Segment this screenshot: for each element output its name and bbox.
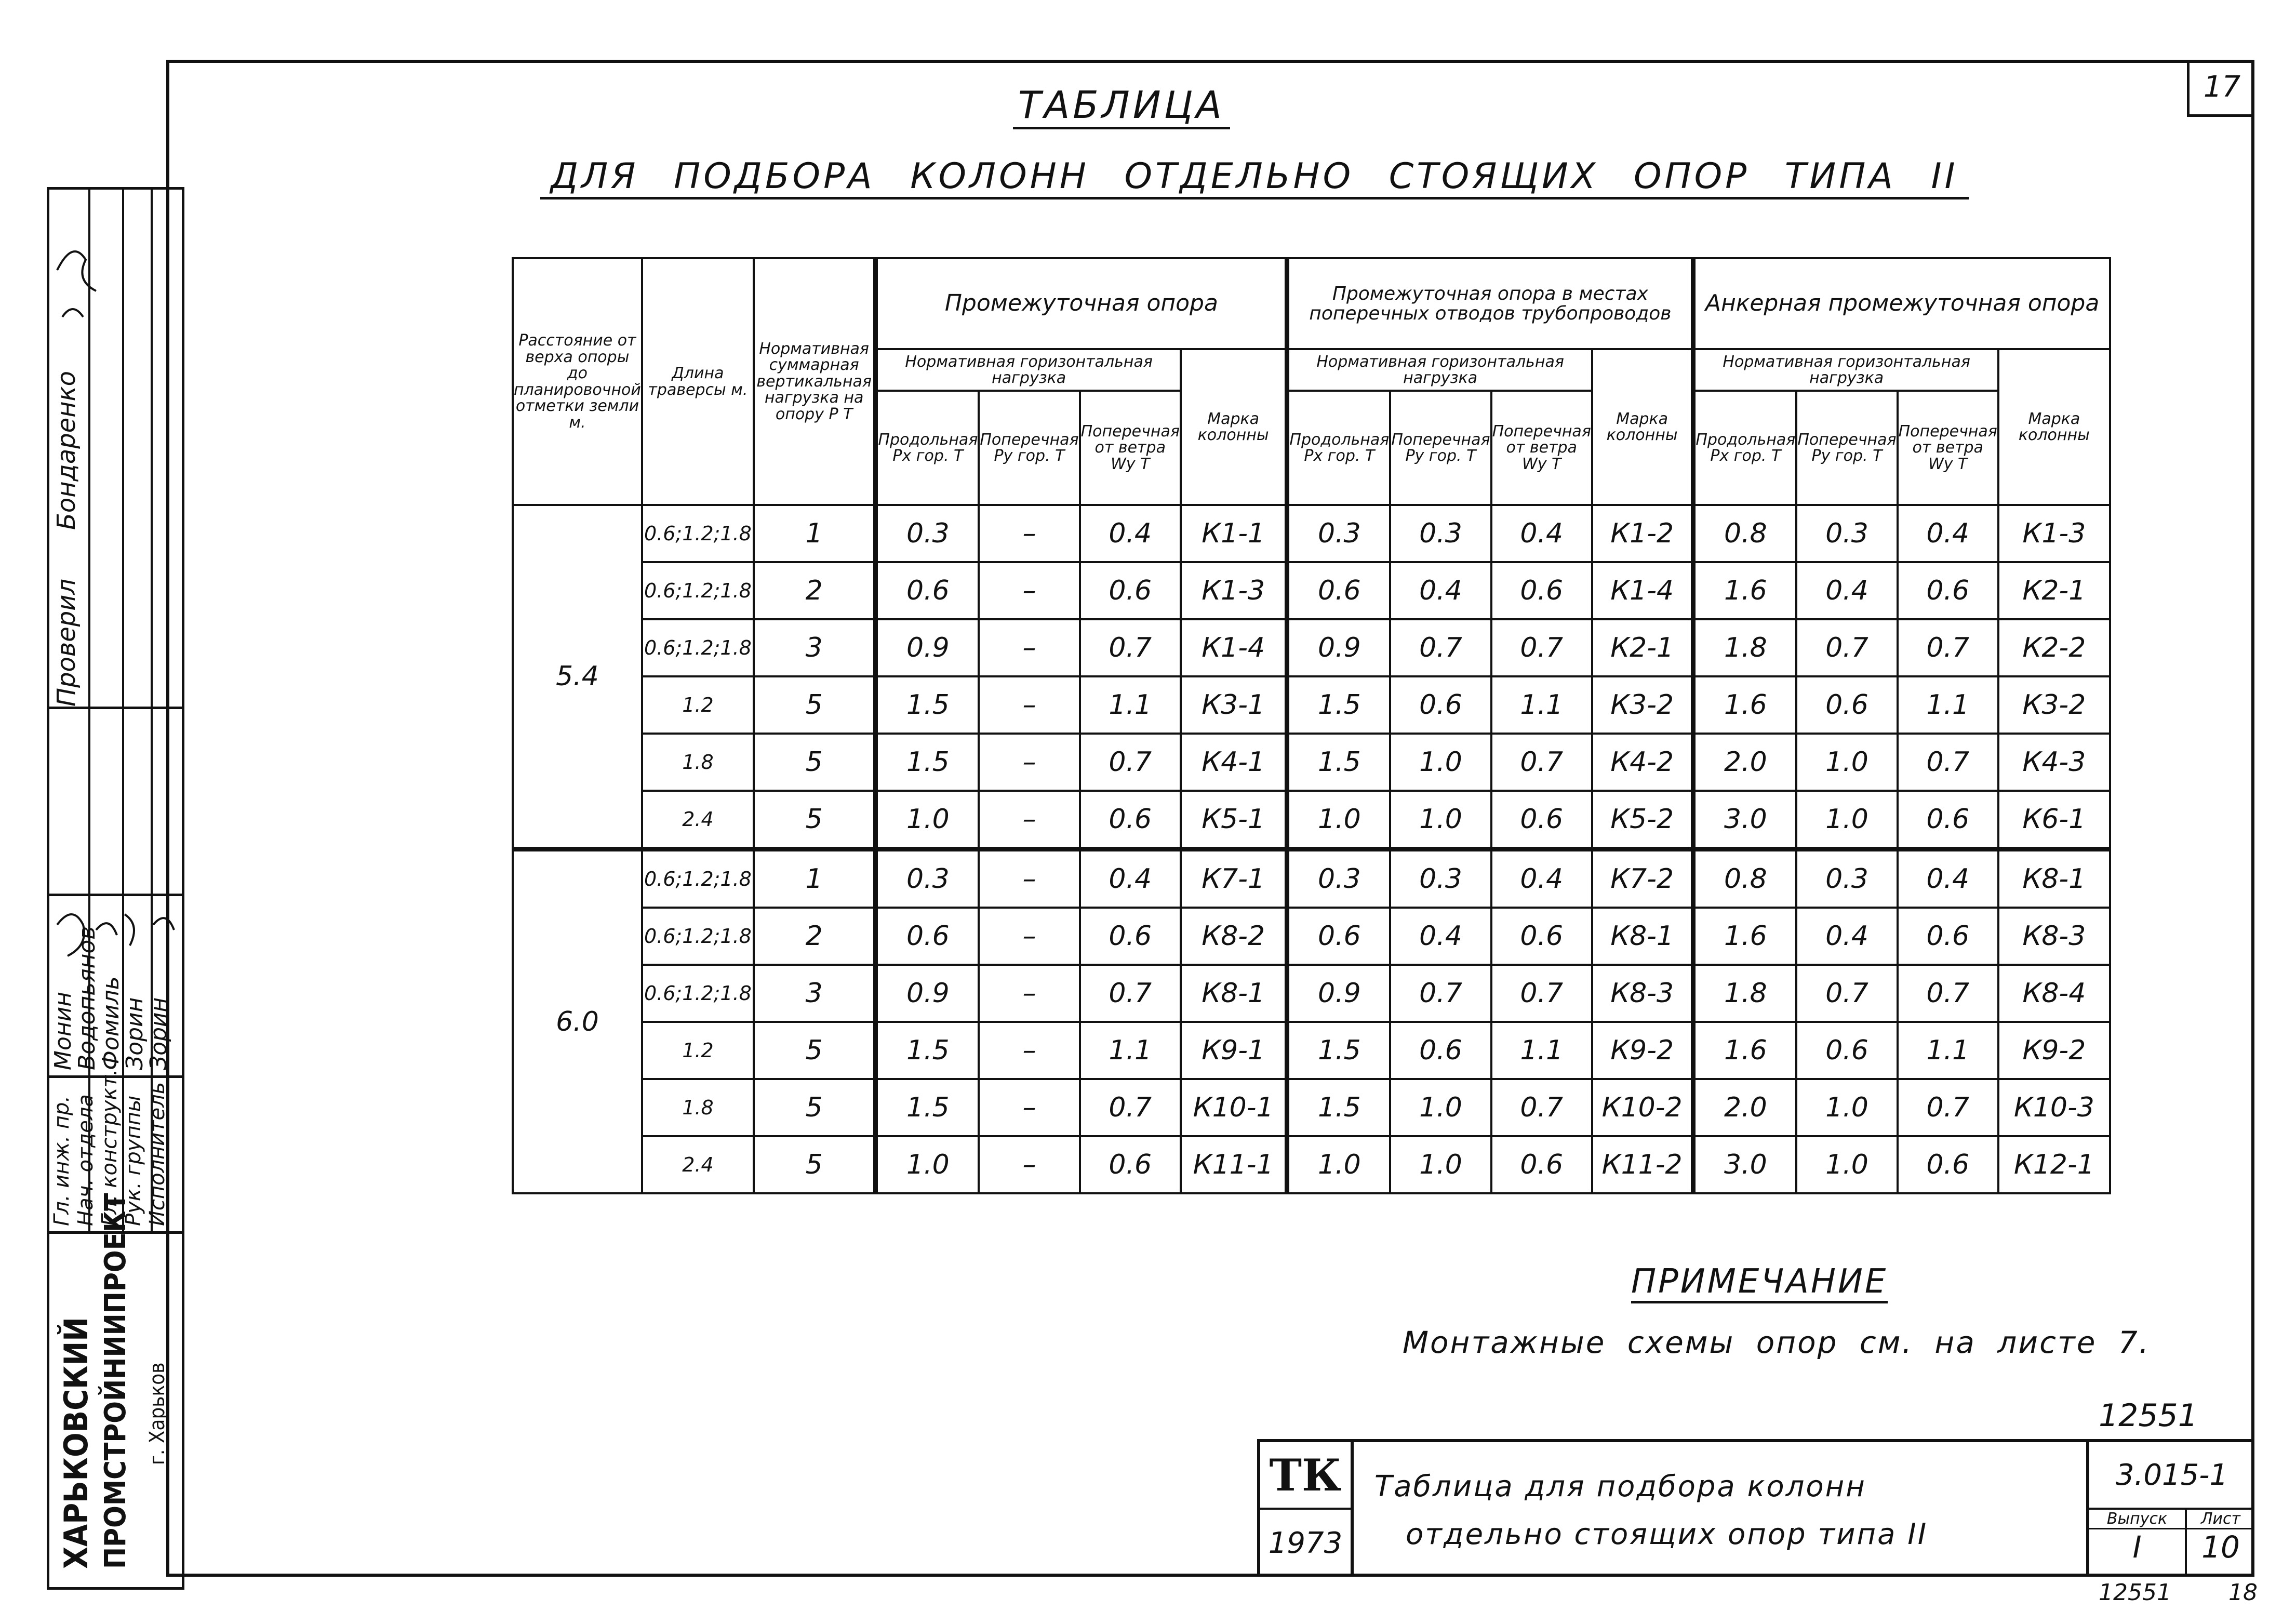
table-cell: К2-1 (1998, 562, 2110, 619)
header-norm-horizontal-1: Нормативная горизонтальная нагрузка (876, 349, 1181, 391)
table-cell: 1.2 (642, 1022, 754, 1079)
table-cell: 0.6 (1898, 791, 1998, 849)
table-row (513, 965, 2110, 1022)
table-cell: К12-1 (1998, 1136, 2110, 1193)
table-cell: 0.6 (1796, 1022, 1897, 1079)
role-4: Исполнитель (145, 1082, 169, 1226)
table-cell: 0.3 (876, 505, 979, 562)
table-cell: К3-1 (1181, 676, 1287, 734)
table-cell: К7-1 (1181, 849, 1287, 908)
table-cell: 0.6;1.2;1.8 (642, 849, 754, 908)
table-cell: 0.6 (1796, 676, 1897, 734)
header-distance: Расстояние от верха опоры до планировочной отметки земли м. (513, 258, 642, 505)
table-cell: – (979, 1022, 1079, 1079)
table-cell: 1.6 (1693, 908, 1796, 965)
stamp-issue-value: I (2132, 1529, 2142, 1565)
table-cell: 0.6 (1491, 1136, 1592, 1193)
table-cell: 1.6 (1693, 676, 1796, 734)
table-cell: 0.7 (1080, 619, 1181, 676)
stamp-issue (2086, 1510, 2185, 1577)
table-cell: 0.8 (1693, 849, 1796, 908)
table-cell: К8-3 (1998, 908, 2110, 965)
table-cell: К4-3 (1998, 734, 2110, 791)
table-cell: 1.0 (1796, 1136, 1897, 1193)
table-cell: 0.6 (1491, 562, 1592, 619)
table-cell: К7-2 (1592, 849, 1693, 908)
table-cell: 1.5 (1287, 676, 1390, 734)
table-cell: 0.3 (1287, 849, 1390, 908)
table-cell: 0.6 (1390, 676, 1491, 734)
table-cell: К8-1 (1181, 965, 1287, 1022)
archive-number-bottom: 12551 (2099, 1579, 2171, 1606)
table-cell: – (979, 1079, 1079, 1136)
note-text: Монтажные схемы опор см. на листе 7. (1403, 1325, 2151, 1360)
header-transverse-2: Поперечная Py гор. Т (1390, 391, 1491, 505)
table-cell: 1.0 (876, 1136, 979, 1193)
sheet-number: 17 (2187, 60, 2254, 117)
header-transverse-1: Поперечная Py гор. Т (979, 391, 1079, 505)
stamp-year: 1973 (1260, 1510, 1354, 1577)
table-cell: 0.4 (1796, 908, 1897, 965)
header-transverse-3: Поперечная Py гор. Т (1796, 391, 1897, 505)
table-row (513, 908, 2110, 965)
org-name-line2: ПРОМСТРОЙНИИПРОЕКТ (99, 1193, 132, 1569)
table-cell: К9-2 (1998, 1022, 2110, 1079)
header-group-intermediate: Промежуточная опора (876, 258, 1287, 349)
table-cell: 0.6;1.2;1.8 (642, 619, 754, 676)
table-cell: 0.4 (1080, 849, 1181, 908)
table-cell: К8-1 (1998, 849, 2110, 908)
table-cell: 0.6;1.2;1.8 (642, 965, 754, 1022)
table-cell: К4-1 (1181, 734, 1287, 791)
table-cell: 0.4 (1390, 908, 1491, 965)
table-cell: 1.5 (1287, 1079, 1390, 1136)
table-cell: 0.4 (1390, 562, 1491, 619)
table-cell: – (979, 849, 1079, 908)
title-stamp (1257, 1439, 2254, 1577)
table-cell: 0.6 (1898, 562, 1998, 619)
role-3: Рук. группы (122, 1095, 145, 1226)
table-cell: 0.6;1.2;1.8 (642, 505, 754, 562)
table-cell: К9-1 (1181, 1022, 1287, 1079)
table-cell: 1.0 (876, 791, 979, 849)
name-4: Зорин (145, 997, 172, 1070)
table-cell: 0.7 (1080, 965, 1181, 1022)
table-cell: 0.7 (1390, 619, 1491, 676)
table-cell: 0.4 (1796, 562, 1897, 619)
table-cell: 0.3 (1796, 849, 1897, 908)
table-cell: К2-1 (1592, 619, 1693, 676)
note-title: ПРИМЕЧАНИЕ (1631, 1262, 1888, 1303)
stamp-description-line1: Таблица для подбора колонн (1374, 1470, 1866, 1503)
stamp-code: 3.015-1 (2086, 1442, 2254, 1510)
table-cell: 0.7 (1390, 965, 1491, 1022)
header-norm-horizontal-3: Нормативная горизонтальная нагрузка (1693, 349, 1998, 391)
header-wind-3: Поперечная от ветра Wy Т (1898, 391, 1998, 505)
table-cell: 0.8 (1693, 505, 1796, 562)
table-cell: 0.6;1.2;1.8 (642, 562, 754, 619)
table-cell: 0.7 (1080, 1079, 1181, 1136)
table-cell: 5 (754, 1079, 876, 1136)
name-3: Зорин (122, 997, 148, 1070)
table-cell: 2.0 (1693, 1079, 1796, 1136)
table-cell: К8-2 (1181, 908, 1287, 965)
header-group-branch: Промежуточная опора в местах поперечных отводов трубопроводов (1287, 258, 1693, 349)
table-cell: 0.4 (1898, 849, 1998, 908)
table-cell: К8-4 (1998, 965, 2110, 1022)
table-row (513, 562, 2110, 619)
header-longitudinal-3: Продольная Px гор. Т (1693, 391, 1796, 505)
table-cell: 5 (754, 734, 876, 791)
table-cell: 0.6 (1898, 908, 1998, 965)
page-number-bottom: 18 (2228, 1579, 2258, 1606)
table-row (513, 619, 2110, 676)
table-cell: 1.5 (1287, 734, 1390, 791)
table-cell: 0.6;1.2;1.8 (642, 908, 754, 965)
table-cell: 1.5 (876, 1022, 979, 1079)
table-cell: 0.7 (1898, 965, 1998, 1022)
stamp-sheet-label: Лист (2187, 1510, 2254, 1529)
table-cell: – (979, 908, 1079, 965)
table-cell: 1.0 (1390, 791, 1491, 849)
table-cell: 0.9 (876, 965, 979, 1022)
table-cell: 1.6 (1693, 1022, 1796, 1079)
table-cell: – (979, 562, 1079, 619)
table-cell: 2 (754, 562, 876, 619)
table-cell: К3-2 (1998, 676, 2110, 734)
table-row (513, 505, 2110, 562)
table-cell: К5-2 (1592, 791, 1693, 849)
table-cell: 1.0 (1390, 1079, 1491, 1136)
table-row (513, 849, 2110, 908)
table-cell: 1.8 (642, 1079, 754, 1136)
table-cell: – (979, 676, 1079, 734)
header-length: Длина траверсы м. (642, 258, 754, 505)
table-cell: 0.7 (1796, 965, 1897, 1022)
table-cell: – (979, 965, 1079, 1022)
table-row (513, 1136, 2110, 1193)
table-cell: К6-1 (1998, 791, 2110, 849)
table-cell: – (979, 1136, 1079, 1193)
name-0: Монин (50, 991, 76, 1070)
table-cell: 0.7 (1796, 619, 1897, 676)
table-cell: 2 (754, 908, 876, 965)
table-cell: 1.8 (1693, 619, 1796, 676)
page-subtitle: ДЛЯ ПОДБОРА КОЛОНН ОТДЕЛЬНО СТОЯЩИХ ОПОР ТИПА II (540, 156, 1969, 199)
role-0: Гл. инж. пр. (50, 1095, 74, 1226)
table-cell: 1.0 (1287, 1136, 1390, 1193)
table-cell: – (979, 791, 1079, 849)
table-cell: К8-1 (1592, 908, 1693, 965)
table-cell: 1.6 (1693, 562, 1796, 619)
header-mark-2: Марка колонны (1592, 349, 1693, 505)
table-cell: К4-2 (1592, 734, 1693, 791)
archive-number-top: 12551 (2099, 1397, 2198, 1434)
table-cell: 1 (754, 849, 876, 908)
table-cell: 0.7 (1491, 734, 1592, 791)
org-name-line1: ХАРЬКОВСКИЙ (57, 1317, 95, 1569)
table-cell: 1.8 (1693, 965, 1796, 1022)
table-cell: 1.5 (876, 734, 979, 791)
stamp-issue-label: Выпуск (2089, 1510, 2185, 1529)
table-cell: 0.6 (1080, 1136, 1181, 1193)
table-cell: К1-3 (1181, 562, 1287, 619)
table-cell: К1-4 (1181, 619, 1287, 676)
table-cell: 0.6 (876, 562, 979, 619)
table-cell: 2.0 (1693, 734, 1796, 791)
table-cell: 5 (754, 1136, 876, 1193)
table-cell: 0.3 (1390, 849, 1491, 908)
table-cell: 0.7 (1080, 734, 1181, 791)
table-cell: 0.7 (1898, 619, 1998, 676)
table-cell: 0.4 (1491, 505, 1592, 562)
table-cell: 0.9 (876, 619, 979, 676)
checked-name: Бондаренко (52, 370, 81, 530)
table-cell: – (979, 619, 1079, 676)
stamp-description (1374, 1463, 1928, 1559)
table-cell: – (979, 505, 1079, 562)
header-norm-vertical: Нормативная суммарная вертикальная нагрузка на опору P Т (754, 258, 876, 505)
name-1: Водопьянов (74, 926, 100, 1070)
header-longitudinal-2: Продольная Px гор. Т (1287, 391, 1390, 505)
table-cell: К1-3 (1998, 505, 2110, 562)
checked-label: Проверил (52, 578, 81, 707)
table-cell: 5 (754, 676, 876, 734)
header-norm-horizontal-2: Нормативная горизонтальная нагрузка (1287, 349, 1592, 391)
table-cell: 0.6 (1491, 908, 1592, 965)
table-cell: К1-1 (1181, 505, 1287, 562)
table-cell: 0.9 (1287, 619, 1390, 676)
table-cell: 0.6 (1491, 791, 1592, 849)
table-cell: 0.6 (1287, 562, 1390, 619)
header-longitudinal-1: Продольная Px гор. Т (876, 391, 979, 505)
table-cell: 2.4 (642, 791, 754, 849)
table-cell: 1.1 (1898, 676, 1998, 734)
table-cell: 1.5 (876, 1079, 979, 1136)
table-cell: 1.1 (1491, 1022, 1592, 1079)
table-cell: 1.0 (1390, 734, 1491, 791)
column-selection-table (512, 257, 2111, 1194)
table-cell: 0.7 (1898, 1079, 1998, 1136)
table-row (513, 734, 2110, 791)
signatures (47, 187, 184, 1231)
table-cell: 3.0 (1693, 1136, 1796, 1193)
table-cell: К10-1 (1181, 1079, 1287, 1136)
table-cell: 0.6 (1080, 908, 1181, 965)
header-mark-3: Марка колонны (1998, 349, 2110, 505)
table-cell: К10-3 (1998, 1079, 2110, 1136)
table-cell: 0.6 (1287, 908, 1390, 965)
table-cell: 3 (754, 965, 876, 1022)
table-cell: К9-2 (1592, 1022, 1693, 1079)
table-cell: 2.4 (642, 1136, 754, 1193)
table-cell: 0.3 (1796, 505, 1897, 562)
table-row (513, 1079, 2110, 1136)
org-city: г. Харьков (145, 1362, 169, 1465)
table-cell: 0.6 (1080, 562, 1181, 619)
table-cell: 0.3 (1390, 505, 1491, 562)
table-cell: 1.0 (1390, 1136, 1491, 1193)
table-row (513, 1022, 2110, 1079)
stamp-sheet-value: 10 (2201, 1529, 2240, 1565)
table-cell: К11-2 (1592, 1136, 1693, 1193)
table-cell: 0.6 (1080, 791, 1181, 849)
table-cell: 0.7 (1491, 619, 1592, 676)
table-cell: 1.0 (1796, 734, 1897, 791)
stamp-description-line2: отдельно стоящих опор типа II (1406, 1517, 1928, 1551)
table-cell: 1 (754, 505, 876, 562)
table-cell: 1.1 (1080, 1022, 1181, 1079)
table-cell: 3 (754, 619, 876, 676)
table-cell: 1.8 (642, 734, 754, 791)
table-cell: 5 (754, 1022, 876, 1079)
table-cell: К5-1 (1181, 791, 1287, 849)
table-cell: К11-1 (1181, 1136, 1287, 1193)
role-2: Гл. конструкт. (98, 1069, 122, 1226)
table-cell: 1.0 (1287, 791, 1390, 849)
table-cell: 0.7 (1491, 965, 1592, 1022)
table-cell: 0.7 (1491, 1079, 1592, 1136)
header-wind-2: Поперечная от ветра Wy Т (1491, 391, 1592, 505)
table-cell: 0.6 (876, 908, 979, 965)
table-row (513, 791, 2110, 849)
table-cell: 1.1 (1491, 676, 1592, 734)
table-cell: 0.7 (1898, 734, 1998, 791)
table-cell: 1.5 (876, 676, 979, 734)
table-cell: 1.1 (1898, 1022, 1998, 1079)
role-1: Нач. отдела (74, 1094, 98, 1226)
page-title: ТАБЛИЦА (1013, 83, 1230, 129)
table-cell: 0.4 (1491, 849, 1592, 908)
distance-cell: 5.4 (513, 505, 642, 849)
table-cell: 0.3 (876, 849, 979, 908)
table-cell: – (979, 734, 1079, 791)
table-cell: 3.0 (1693, 791, 1796, 849)
table-cell: К1-4 (1592, 562, 1693, 619)
header-group-anchor: Анкерная промежуточная опора (1693, 258, 2110, 349)
table-cell: 0.4 (1898, 505, 1998, 562)
table-row (513, 676, 2110, 734)
table-cell: К1-2 (1592, 505, 1693, 562)
table-cell: 1.0 (1796, 791, 1897, 849)
header-mark-1: Марка колонны (1181, 349, 1287, 505)
stamp-sheet (2185, 1510, 2254, 1577)
table-cell: 0.6 (1390, 1022, 1491, 1079)
table-cell: 0.4 (1080, 505, 1181, 562)
name-2: Фомиль (98, 976, 124, 1070)
table-cell: К3-2 (1592, 676, 1693, 734)
table-cell: 5 (754, 791, 876, 849)
table-cell: 0.3 (1287, 505, 1390, 562)
table-cell: 0.6 (1898, 1136, 1998, 1193)
left-title-block (47, 187, 184, 1590)
table-cell: К10-2 (1592, 1079, 1693, 1136)
table-cell: 1.1 (1080, 676, 1181, 734)
header-wind-1: Поперечная от ветра Wy Т (1080, 391, 1181, 505)
distance-cell: 6.0 (513, 849, 642, 1194)
table-cell: 1.2 (642, 676, 754, 734)
table-cell: К2-2 (1998, 619, 2110, 676)
table-cell: 0.9 (1287, 965, 1390, 1022)
table-body (513, 505, 2110, 1193)
table-cell: К8-3 (1592, 965, 1693, 1022)
table-cell: 1.5 (1287, 1022, 1390, 1079)
tk-label: ТК (1260, 1442, 1354, 1510)
table-cell: 1.0 (1796, 1079, 1897, 1136)
